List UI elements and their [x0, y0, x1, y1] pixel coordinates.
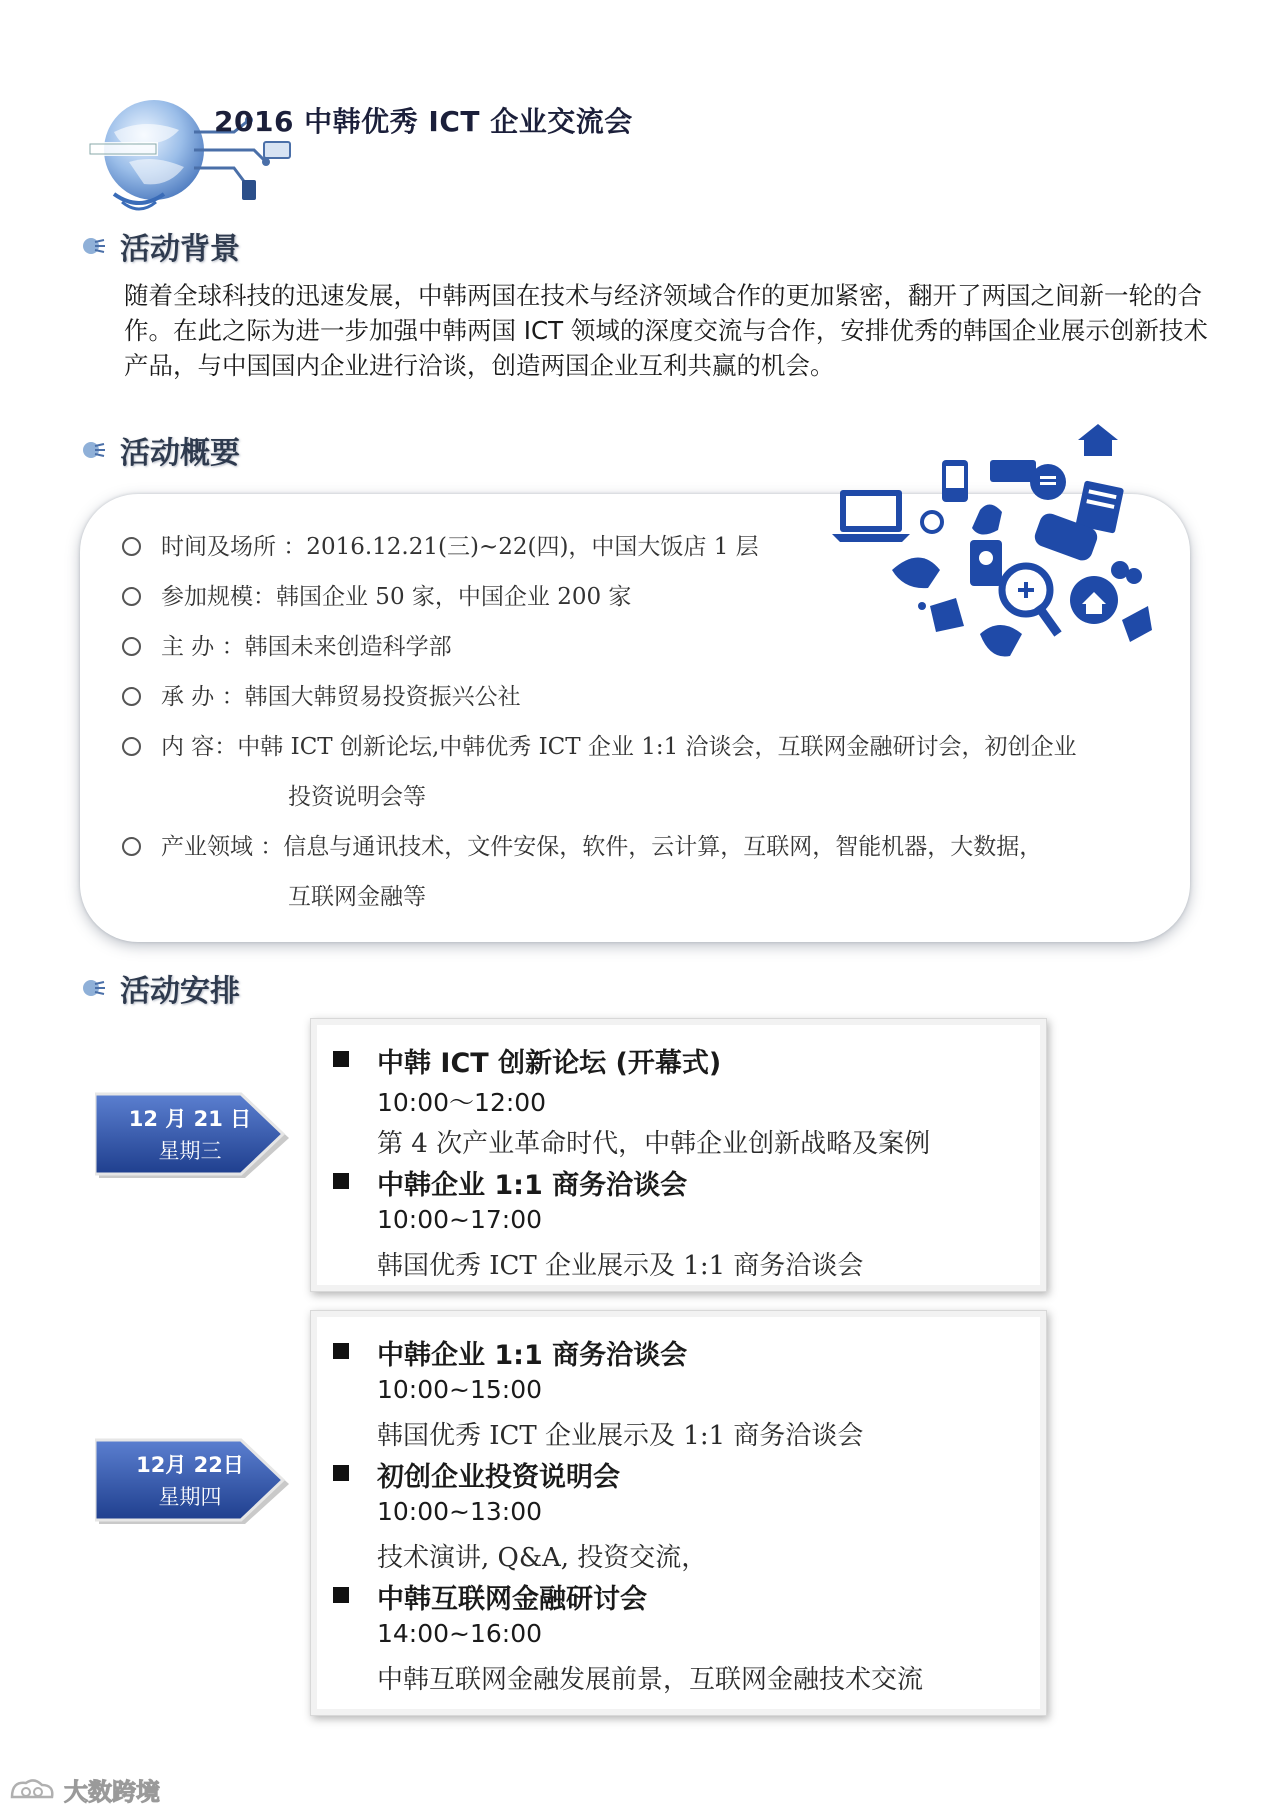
- globe-bullet-icon: [80, 437, 106, 463]
- square-bullet-icon: [333, 1465, 349, 1481]
- date-badge-day2: [95, 1436, 295, 1526]
- circle-bullet-icon: [122, 687, 141, 706]
- section-title: 活动安排: [120, 974, 240, 1009]
- watermark-text: 大数跨境: [64, 1778, 160, 1806]
- schedule-item-title: 中韩企业 1:1 商务洽谈会: [377, 1340, 688, 1371]
- schedule-item-desc: 韩国优秀 ICT 企业展示及 1:1 商务洽谈会: [377, 1421, 864, 1451]
- overview-row-scale: [122, 578, 631, 611]
- overview-row-text: 主 办 ：韩国未来创造科学部: [161, 634, 452, 660]
- section-heading-background: [80, 226, 240, 266]
- schedule-item-time: 10:00~15:00: [377, 1375, 543, 1404]
- globe-bullet-icon: [80, 233, 106, 259]
- overview-row-text: 产业领域 ：信息与通讯技术，文件安保，软件，云计算，互联网，智能机器，大数据，: [161, 834, 1043, 860]
- overview-row-host: [122, 628, 452, 661]
- watermark-logo-icon: [8, 1775, 58, 1805]
- circle-bullet-icon: [122, 837, 141, 856]
- weekday-label: 星期三: [158, 1139, 222, 1163]
- square-bullet-icon: [333, 1051, 349, 1067]
- circle-bullet-icon: [122, 637, 141, 656]
- schedule-item-desc: 第 4 次产业革命时代，中韩企业创新战略及案例: [377, 1129, 931, 1159]
- overview-row-text: 内 容：中韩 ICT 创新论坛,中韩优秀 ICT 企业 1:1 洽谈会，互联网金融研讨会，初创企业: [161, 734, 1077, 760]
- schedule-item-desc: 中韩互联网金融发展前景，互联网金融技术交流: [377, 1665, 924, 1695]
- schedule-item-time: 10:00～12:00: [377, 1088, 547, 1117]
- date-badge-day1: [95, 1090, 295, 1180]
- schedule-item-desc: 韩国优秀 ICT 企业展示及 1:1 商务洽谈会: [377, 1251, 864, 1281]
- schedule-box-day1: [310, 1018, 1047, 1292]
- section-title: 活动概要: [120, 436, 240, 471]
- schedule-item-title: 初创企业投资说明会: [377, 1462, 620, 1493]
- watermark: [8, 1772, 160, 1807]
- overview-row-content: [122, 728, 1077, 761]
- background-paragraph: 随着全球科技的迅速发展，中韩两国在技术与经济领域合作的更加紧密，翻开了两国之间新一轮的合作。在此之际为进一步加强中韩两国 ICT 领域的深度交流与合作，安排优秀的韩国企业展示创新技术产品，与中国国内企业进行洽谈，创造两国企业互利共赢的机会。: [124, 281, 1208, 380]
- square-bullet-icon: [333, 1343, 349, 1359]
- overview-row-time-venue: [122, 528, 759, 561]
- overview-row-organizer: [122, 678, 521, 711]
- technology-icons-cluster: [830, 420, 1160, 670]
- date-label: 12 月 21 日: [128, 1107, 252, 1131]
- square-bullet-icon: [333, 1173, 349, 1189]
- overview-row-content-continued: 投资说明会等: [288, 784, 426, 810]
- overview-row-text: 时间及场所 ：2016.12.21(三)~22(四)，中国大饭店 1 层: [161, 534, 759, 560]
- section-heading-schedule: [80, 968, 240, 1008]
- schedule-item-title: 中韩企业 1:1 商务洽谈会: [377, 1170, 688, 1201]
- globe-bullet-icon: [80, 975, 106, 1001]
- weekday-label: 星期四: [158, 1485, 222, 1509]
- overview-row-text: 承 办 ：韩国大韩贸易投资振兴公社: [161, 684, 521, 710]
- section-heading-overview: [80, 430, 240, 470]
- circle-bullet-icon: [122, 587, 141, 606]
- circle-bullet-icon: [122, 537, 141, 556]
- section-title: 活动背景: [120, 232, 240, 267]
- schedule-item-time: 10:00~13:00: [377, 1497, 543, 1526]
- circle-bullet-icon: [122, 737, 141, 756]
- overview-row-text: 参加规模：韩国企业 50 家，中国企业 200 家: [161, 584, 632, 610]
- schedule-item-time: 10:00~17:00: [377, 1205, 543, 1234]
- schedule-item-title: 中韩互联网金融研讨会: [377, 1584, 647, 1615]
- schedule-item-title: 中韩 ICT 创新论坛 (开幕式): [377, 1048, 722, 1079]
- overview-row-industries: [122, 828, 1042, 861]
- overview-row-industries-continued: 互联网金融等: [288, 884, 426, 910]
- page-title: 2016 中韩优秀 ICT 企业交流会: [214, 105, 633, 138]
- schedule-item-time: 14:00~16:00: [377, 1619, 543, 1648]
- schedule-box-day2: [310, 1310, 1047, 1716]
- square-bullet-icon: [333, 1587, 349, 1603]
- schedule-item-desc: 技术演讲, Q&A, 投资交流，: [377, 1543, 708, 1573]
- date-label: 12月 22日: [136, 1453, 244, 1477]
